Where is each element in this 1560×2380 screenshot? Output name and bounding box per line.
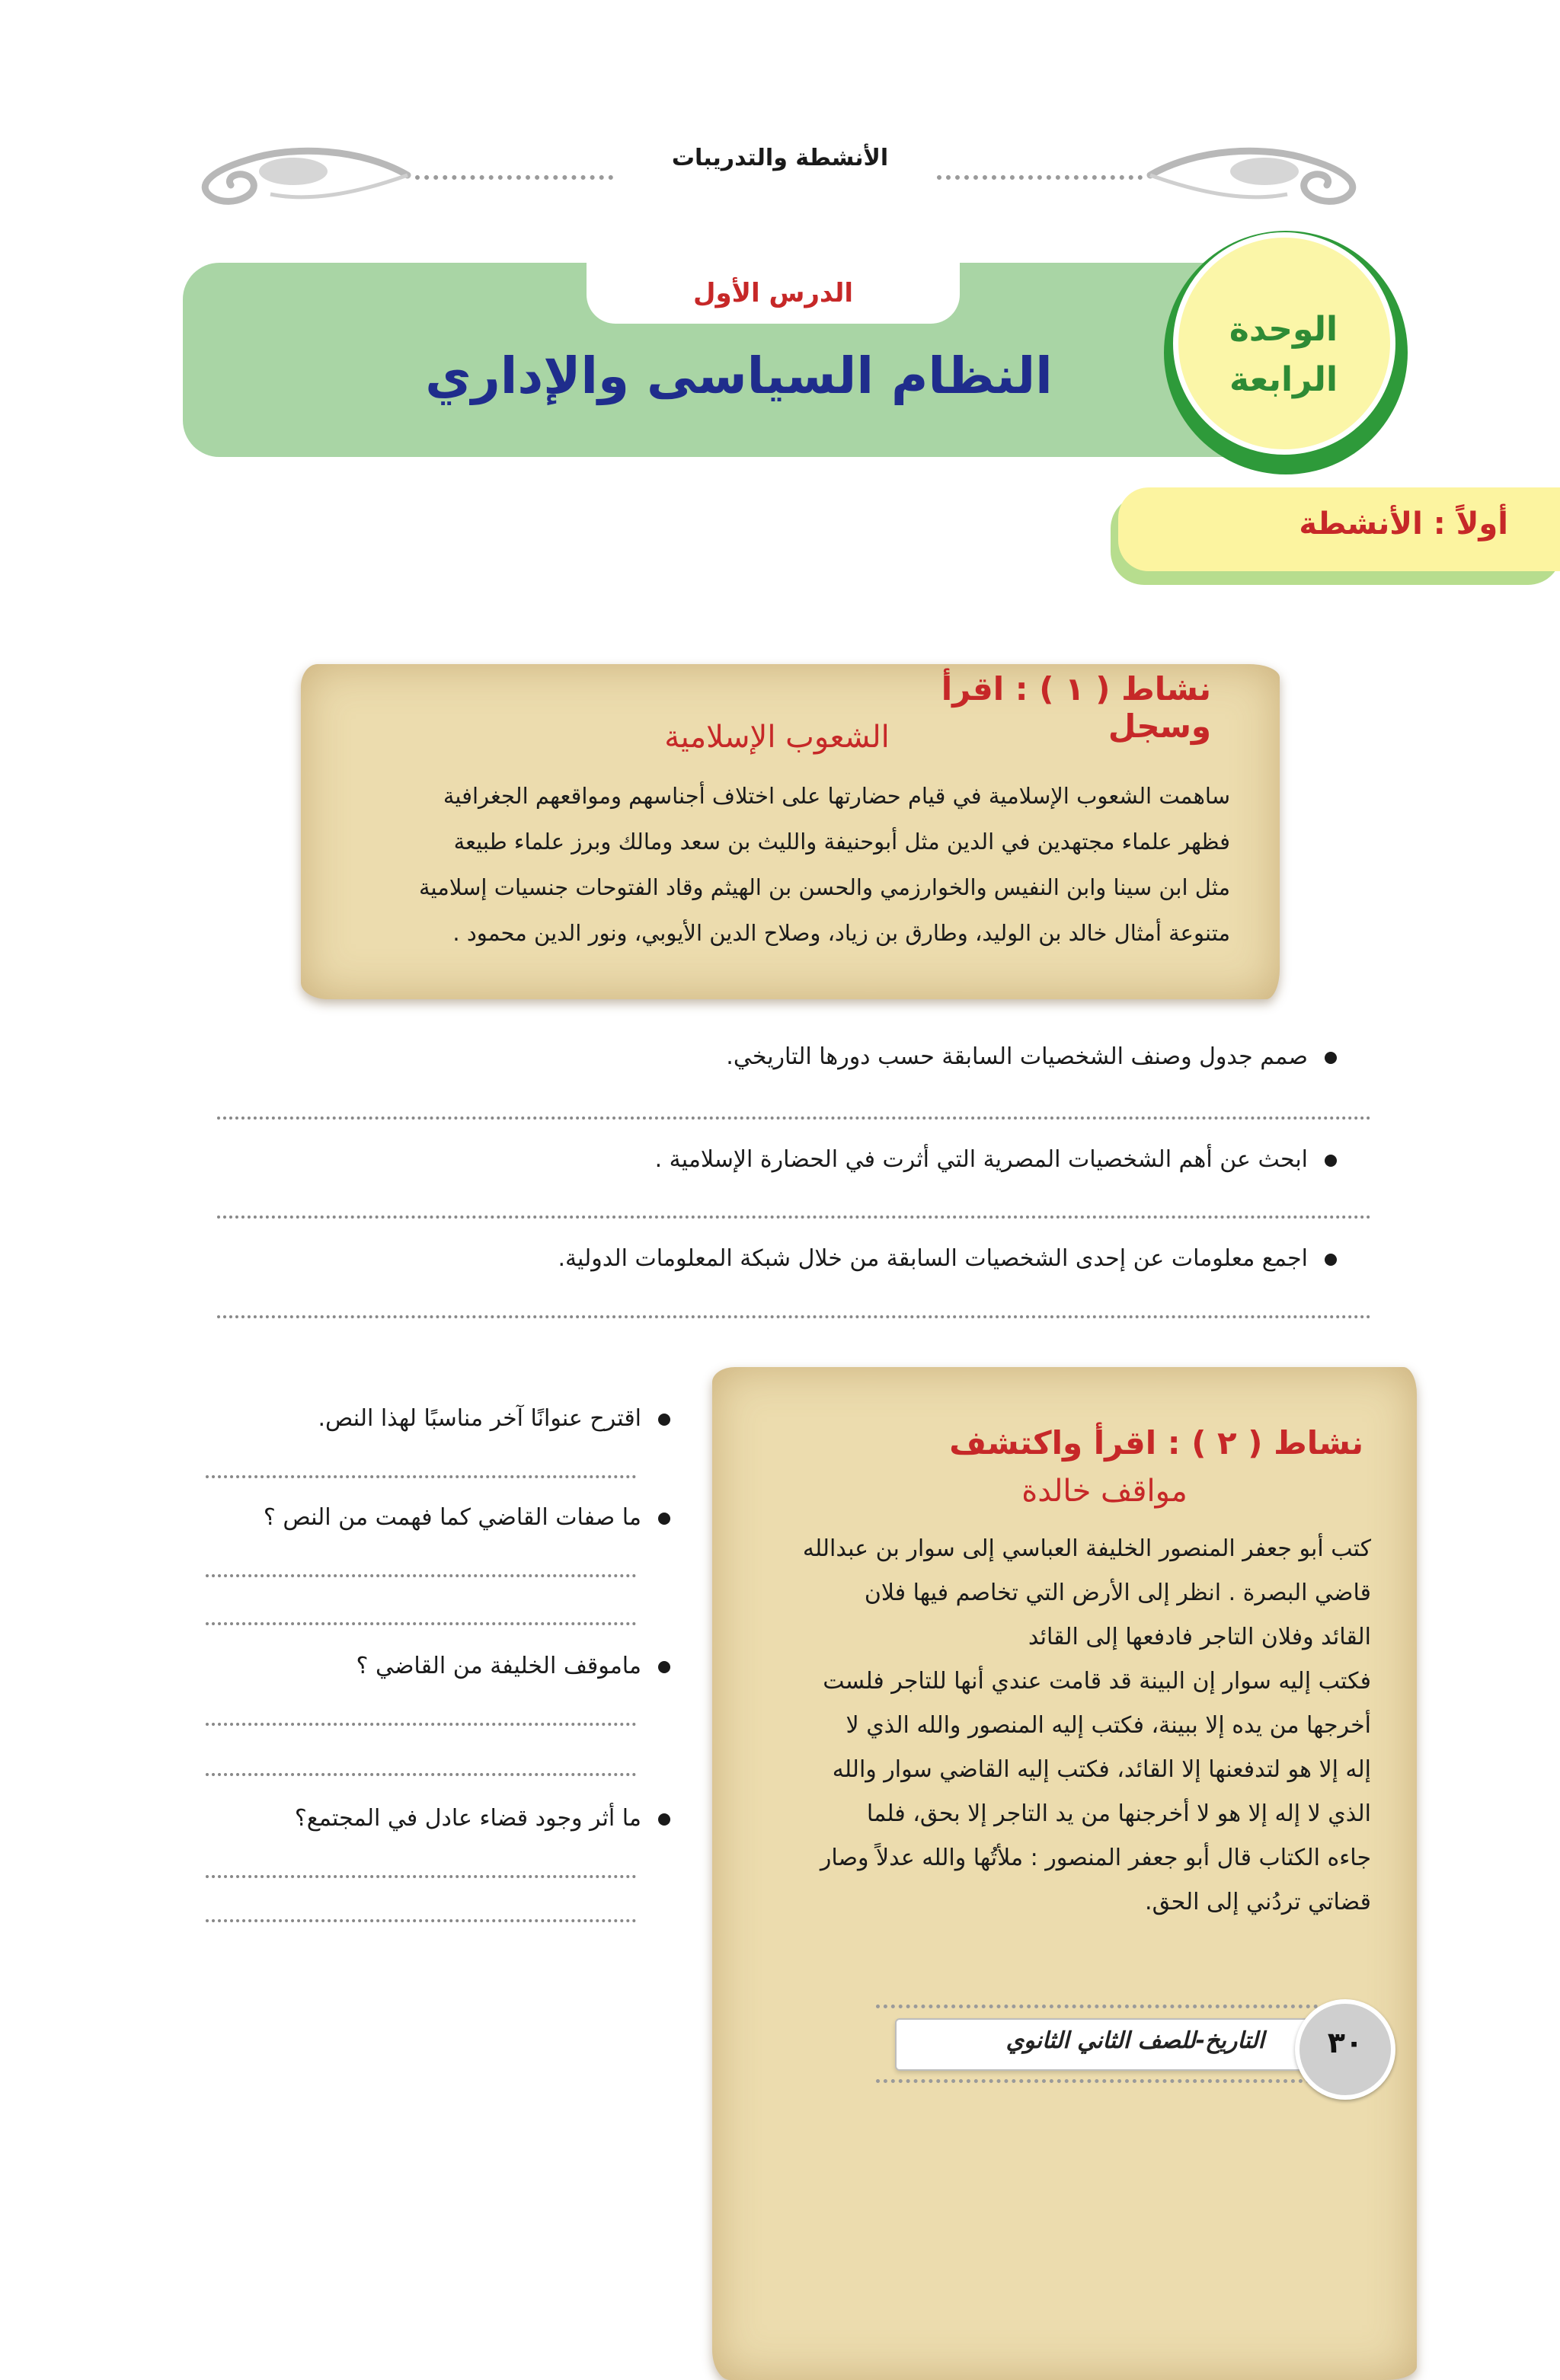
header-dots-right: [937, 175, 1143, 180]
lesson-title: النظام السياسى والإداري: [425, 347, 1053, 405]
text-line: متنوعة أمثال خالد بن الوليد، وطارق بن زياد، وصلاح الدين الأيوبي، ونور الدين محمود .: [452, 920, 1230, 946]
text-line: أخرجها من يده إلا ببينة، فكتب إليه المنصور والله الذي لا: [846, 1712, 1371, 1739]
question-item: [206, 1805, 670, 1832]
answer-line[interactable]: [217, 1117, 1371, 1120]
text-line: ساهمت الشعوب الإسلامية في قيام حضارتها على اختلاف أجناسهم ومواقعهم الجغرافية: [443, 783, 1230, 809]
bullet-icon: [1325, 1254, 1337, 1266]
text-line: الذي لا إله إلا هو لا أخرجنها من يد التاجر إلا بحق، فلما: [866, 1800, 1371, 1827]
bullet-icon: [658, 1513, 670, 1525]
page-number: ٣٠: [1327, 2026, 1363, 2059]
task-text: اجمع معلومات عن إحدى الشخصيات السابقة من خلال شبكة المعلومات الدولية.: [558, 1245, 1308, 1272]
text-line: قاضي البصرة . انظر إلى الأرض التي تخاصم فيها فلان: [864, 1580, 1371, 1606]
activity1-subtitle: الشعوب الإسلامية: [664, 720, 890, 755]
question-item: [206, 1405, 670, 1432]
header-dots-left: [415, 175, 613, 180]
text-line: القائد وفلان التاجر فادفعها إلى القائد: [1028, 1624, 1371, 1650]
bullet-icon: [1325, 1052, 1337, 1064]
task-text: ابحث عن أهم الشخصيات المصرية التي أثرت في الحضارة الإسلامية .: [654, 1146, 1308, 1173]
footer-dots-top: [876, 2005, 1341, 2008]
text-line: فكتب إليه سوار إن البينة قد قامت عندي أنها للتاجر فلست: [823, 1668, 1371, 1695]
activity2-title: نشاط ( ٢ ) : اقرأ واكتشف: [949, 1424, 1363, 1462]
answer-line[interactable]: [206, 1723, 636, 1726]
activity1-title: نشاط ( ١ ) : اقرأ وسجل: [941, 670, 1211, 745]
text-line: كتب أبو جعفر المنصور الخليفة العباسي إلى سوار بن عبدالله: [802, 1535, 1371, 1562]
bullet-icon: [1325, 1155, 1337, 1167]
footer-dots-bottom: [876, 2079, 1341, 2083]
answer-line[interactable]: [217, 1315, 1371, 1318]
question-text: اقترح عنوانًا آخر مناسبًا لهذا النص.: [318, 1405, 641, 1432]
bullet-icon: [658, 1813, 670, 1826]
bullet-icon: [658, 1414, 670, 1426]
answer-line[interactable]: [206, 1622, 636, 1625]
task-item: [305, 1146, 1337, 1173]
question-text: ماموقف الخليفة من القاضي ؟: [356, 1653, 641, 1679]
section-title: أولاً : الأنشطة: [1299, 506, 1508, 541]
text-line: فظهر علماء مجتهدين في الدين مثل أبوحنيفة والليث بن سعد ومالك وبرز علماء طبيعة: [453, 829, 1230, 855]
task-text: صمم جدول وصنف الشخصيات السابقة حسب دورها التاريخي.: [726, 1043, 1308, 1070]
text-line: قضاتي تردُني إلى الحق.: [1145, 1889, 1371, 1915]
question-text: ما أثر وجود قضاء عادل في المجتمع؟: [294, 1805, 641, 1832]
answer-line[interactable]: [217, 1216, 1371, 1219]
text-line: جاءه الكتاب قال أبو جعفر المنصور : ملأتُها والله عدلاً وصار: [820, 1845, 1371, 1871]
answer-line[interactable]: [206, 1875, 636, 1878]
bullet-icon: [658, 1661, 670, 1673]
activity2-text: [754, 1527, 1371, 1925]
footer-book-title: التاريخ-للصف الثاني الثانوي: [1005, 2027, 1264, 2054]
task-item: [305, 1043, 1337, 1070]
lesson-label: الدرس الأول: [693, 278, 853, 308]
task-item: [305, 1245, 1337, 1272]
answer-line[interactable]: [206, 1574, 636, 1577]
text-line: مثل ابن سينا وابن النفيس والخوارزمي والحسن بن الهيثم وقاد الفتوحات جنسيات إسلامية: [419, 874, 1230, 900]
question-text: ما صفات القاضي كما فهمت من النص ؟: [263, 1504, 641, 1531]
answer-line[interactable]: [206, 1773, 636, 1776]
question-item: [206, 1504, 670, 1531]
header-title: الأنشطة والتدريبات: [671, 145, 889, 171]
answer-line[interactable]: [206, 1919, 636, 1922]
activity2-subtitle: مواقف خالدة: [1021, 1474, 1188, 1509]
unit-label: الوحدة الرابعة: [1229, 310, 1338, 399]
answer-line[interactable]: [206, 1475, 636, 1478]
activity1-text: [339, 773, 1230, 956]
text-line: إله إلا هو لتدفعنها إلا القائد، فكتب إليه القاضي سوار والله: [832, 1756, 1371, 1783]
question-item: [206, 1653, 670, 1679]
